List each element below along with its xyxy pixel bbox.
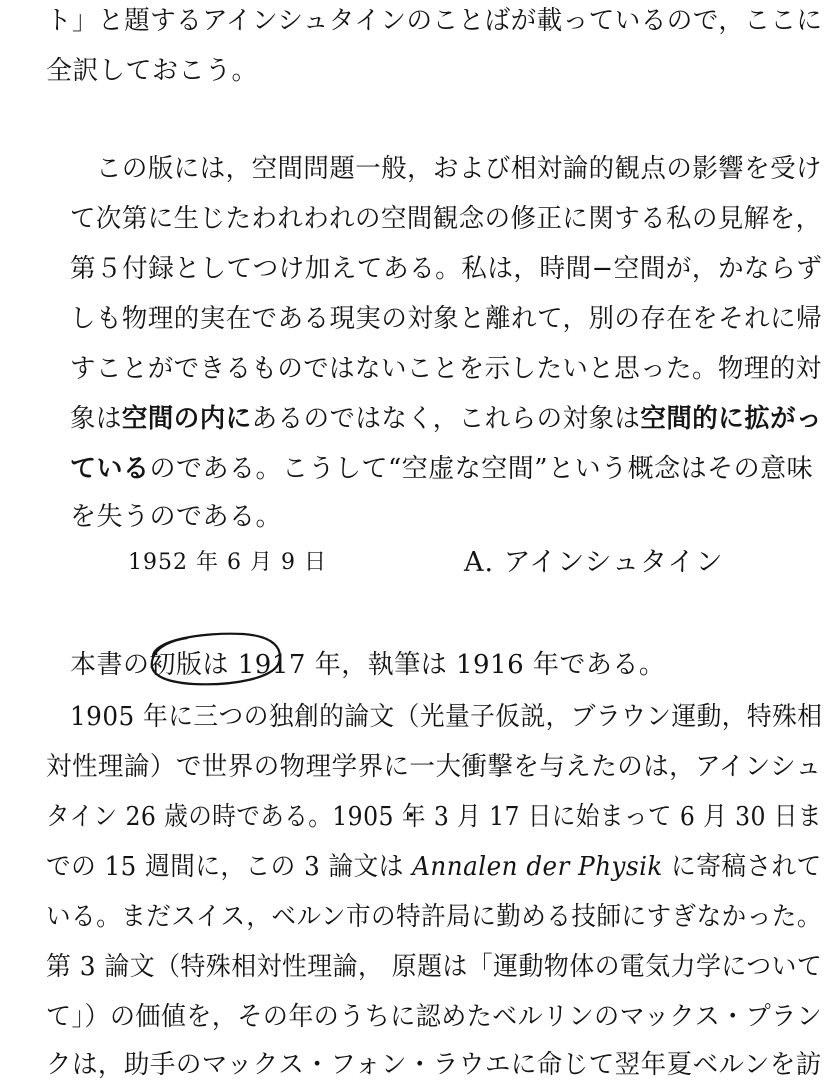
text-line: 第５付録としてつけ加えてある。私は，時間−空間が，かならず [70, 254, 823, 284]
text-run: での 15 週間に，この 3 論文は [46, 852, 413, 882]
text-line [70, 452, 813, 486]
text-line: クは，助手のマックス・フォン・ラウエに命じて翌年夏ベルンを訪 [46, 1050, 822, 1080]
signature-date: 1952 年 6 月 9 日 [128, 550, 327, 575]
text-line: て」）の価値を，その年のうちに認めたベルリンのマックス・プラン [46, 1002, 823, 1032]
text-line [70, 402, 822, 436]
text-line: 1905 年に三つの独創的論文（光量子仮説，ブラウン運動，特殊相 [70, 702, 823, 732]
text-run: に寄稿されて [662, 852, 822, 882]
text-run: あるのではなく，これらの対象は [251, 404, 641, 434]
text-line: を失うのである。 [70, 502, 283, 532]
text-line: いる。まだスイス，ベルン市の特許局に勤める技師にすぎなかった。 [46, 902, 822, 932]
bold-emphasis: 空間の内に [121, 404, 252, 434]
journal-title: Annalen der Physik [412, 852, 663, 882]
text-line: 本書の初版は 1917 年，執筆は 1916 年である。 [70, 650, 666, 680]
text-run: 象は [70, 404, 122, 434]
text-line: しも物理的実在である現実の対象と離れて，別の存在をそれに帰 [70, 304, 823, 334]
text-line: て次第に生じたわれわれの空間観念の修正に関する私の見解を， [70, 204, 822, 234]
text-line: 第 3 論文（特殊相対性理論， 原題は「運動物体の電気力学について [46, 952, 823, 982]
text-line: 全訳しておこう。 [46, 56, 259, 86]
text-line: この版には，空間問題一般，および相対論的観点の影響を受け [96, 154, 822, 184]
bold-emphasis: ている [70, 454, 150, 484]
text-line [46, 850, 822, 884]
bold-emphasis: 空間的に拡がっ [640, 404, 823, 434]
text-run: のである。こうして“空虚な空間”という概念はその意味 [149, 454, 814, 484]
signature-author: A. アインシュタイン [464, 547, 724, 578]
text-line: すことができるものではないことを示したいと思った。物理的対 [70, 354, 822, 384]
text-line: ト」と題するアインシュタインのことばが載っているので，ここに [46, 6, 823, 36]
text-line: タイン 26 歳の時である。1905 年 3 月 17 日に始まって 6 月 30 日ま [46, 802, 822, 832]
text-line: 対性理論）で世界の物理学界に一大衝撃を与えたのは，アインシュ [46, 752, 822, 782]
